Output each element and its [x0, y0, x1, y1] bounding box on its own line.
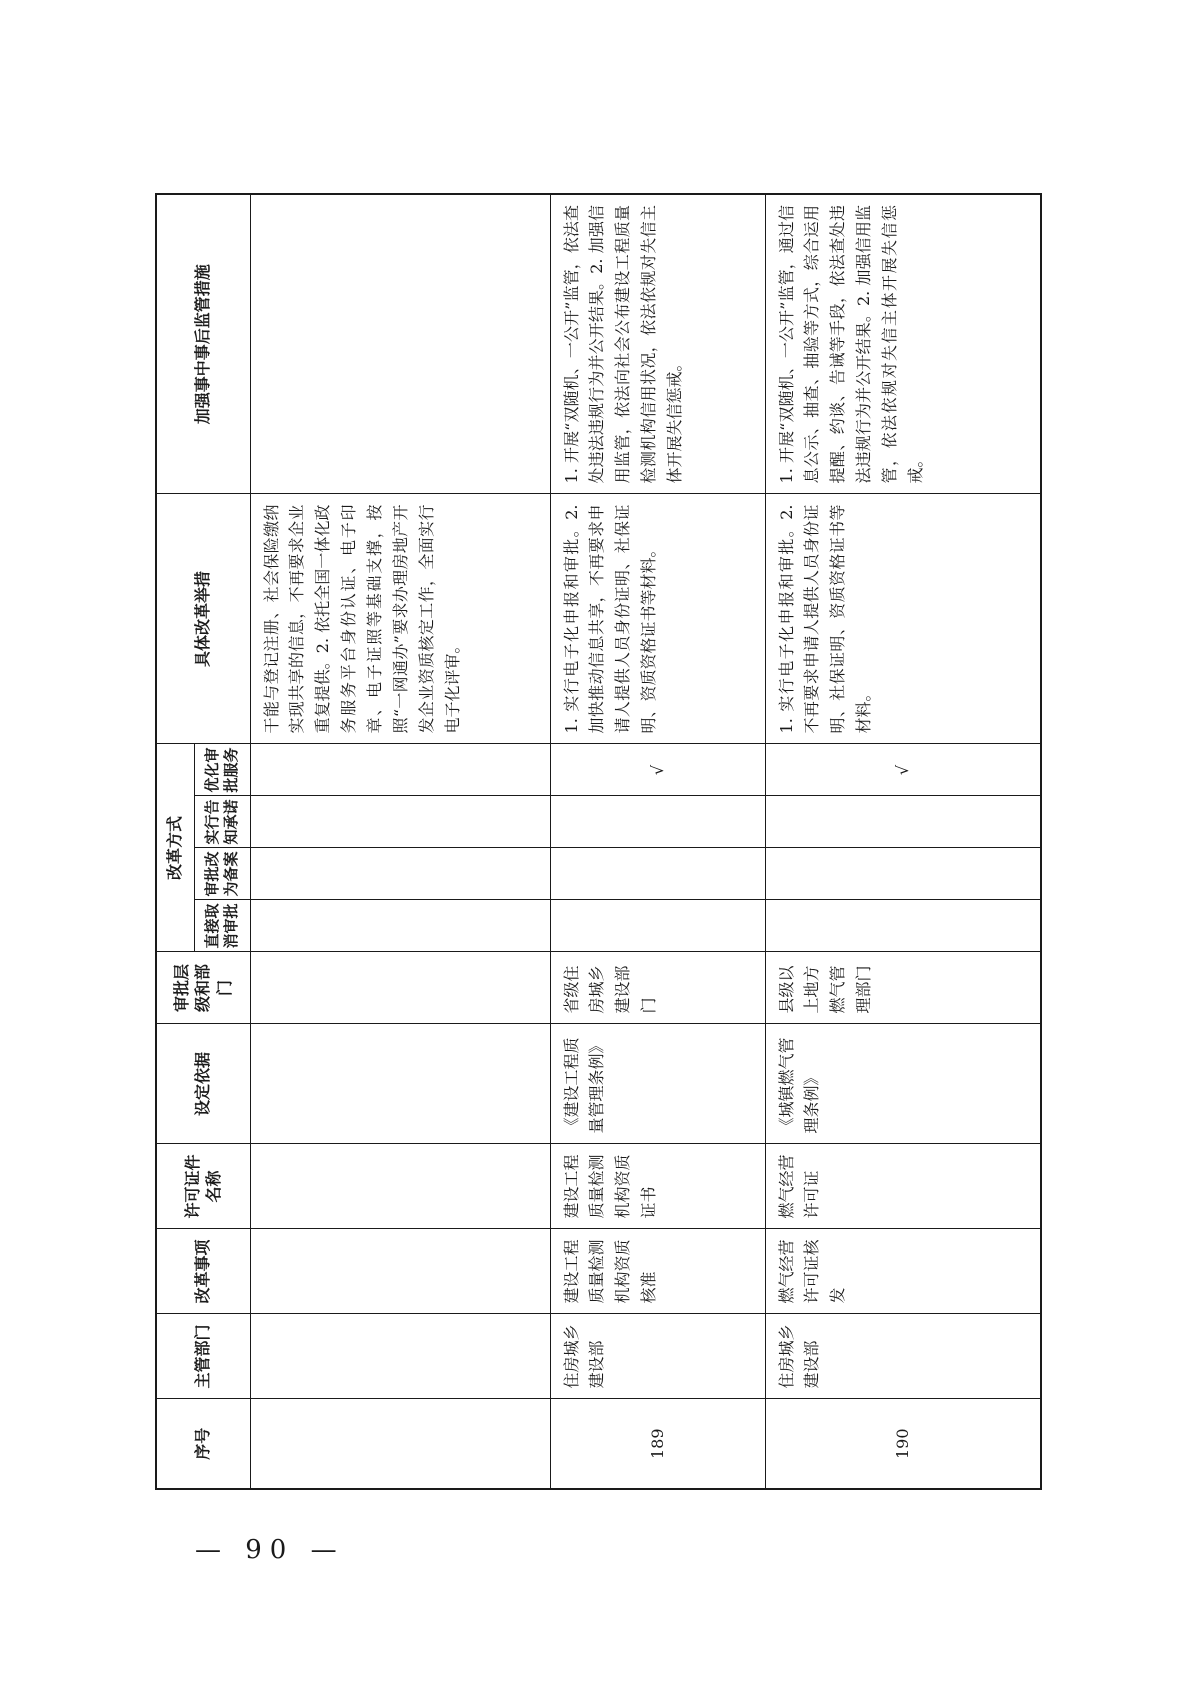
header-level: 审批层级和部门	[156, 952, 250, 1024]
cell-license: 燃气经营许可证	[765, 1144, 1041, 1229]
cell-mode-cancel	[250, 900, 550, 952]
cell-basis: 《建设工程质量管理条例》	[550, 1024, 765, 1144]
rotated-table-frame	[155, 195, 1040, 1490]
cell-seq: 189	[550, 1399, 765, 1489]
header-supervision: 加强事中事后监管措施	[156, 194, 250, 494]
header-measures: 具体改革举措	[156, 494, 250, 744]
cell-mode-cancel	[765, 900, 1041, 952]
check-mark: √	[550, 744, 765, 796]
cell-seq: 190	[765, 1399, 1041, 1489]
header-dept: 主管部门	[156, 1314, 250, 1399]
header-mode-optimize: 优化审批服务	[194, 744, 250, 796]
header-mode: 改革方式	[156, 744, 194, 952]
cell-item	[250, 1229, 550, 1314]
cell-level: 县级以上地方燃气管理部门	[765, 952, 1041, 1024]
cell-basis: 《城镇燃气管理条例》	[765, 1024, 1041, 1144]
cell-item: 建设工程质量检测机构资质核准	[550, 1229, 765, 1314]
cell-license	[250, 1144, 550, 1229]
cell-level	[250, 952, 550, 1024]
cell-mode-notify	[250, 796, 550, 848]
cell-mode-notify	[765, 796, 1041, 848]
header-mode-filing: 审批改为备案	[194, 848, 250, 900]
table-row-continuation	[250, 194, 550, 1489]
cell-seq	[250, 1399, 550, 1489]
header-basis: 设定依据	[156, 1024, 250, 1144]
header-license: 许可证件名称	[156, 1144, 250, 1229]
check-mark: √	[765, 744, 1041, 796]
cell-level: 省级住房城乡建设部门	[550, 952, 765, 1024]
cell-measures: 1. 实行电子化申报和审批。2. 加快推动信息共享，不再要求申请人提供人员身份证明、社保证明、资质资格证书等材料。	[550, 494, 765, 744]
cell-measures: 干能与登记注册、社会保险缴纳实现共享的信息，不再要求企业重复提供。2. 依托全国一体化政务服务平台身份认证、电子印章、电子证照等基础支撑，按照“一网通办”要求办理房地产开发企业资质核定工作，全面实行电子化评审。	[250, 494, 550, 744]
cell-dept	[250, 1314, 550, 1399]
cell-mode-filing	[765, 848, 1041, 900]
cell-mode-notify	[550, 796, 765, 848]
cell-mode-cancel	[550, 900, 765, 952]
table-row-189	[550, 194, 765, 1489]
cell-basis	[250, 1024, 550, 1144]
cell-mode-filing	[250, 848, 550, 900]
header-mode-cancel: 直接取消审批	[194, 900, 250, 952]
header-seq: 序号	[156, 1399, 250, 1489]
cell-dept: 住房城乡建设部	[550, 1314, 765, 1399]
header-mode-notify: 实行告知承诺	[194, 796, 250, 848]
cell-supervision: 1. 开展“双随机、一公开”监管，依法查处违法违规行为并公开结果。2. 加强信用监管，依法向社会公布建设工程质量检测机构信用状况，依法依规对失信主体开展失信惩戒。	[550, 194, 765, 494]
cell-measures: 1. 实行电子化申报和审批。2. 不再要求申请人提供人员身份证明、社保证明、资质资格证书等材料。	[765, 494, 1041, 744]
cell-mode-optimize	[250, 744, 550, 796]
cell-item: 燃气经营许可证核发	[765, 1229, 1041, 1314]
header-item: 改革事项	[156, 1229, 250, 1314]
cell-dept: 住房城乡建设部	[765, 1314, 1041, 1399]
cell-supervision: 1. 开展“双随机、一公开”监管，通过信息公示、抽查、抽验等方式，综合运用提醒、约谈、告诫等手段，依法查处违法违规行为并公开结果。2. 加强信用监管，依法依规对失信主体开展失信惩戒。	[765, 194, 1041, 494]
cell-mode-filing	[550, 848, 765, 900]
cell-supervision	[250, 194, 550, 494]
cell-license: 建设工程质量检测机构资质证书	[550, 1144, 765, 1229]
page-number: — 90 —	[195, 1535, 345, 1565]
reform-table	[155, 193, 1042, 1490]
table-row-190	[765, 194, 1041, 1489]
